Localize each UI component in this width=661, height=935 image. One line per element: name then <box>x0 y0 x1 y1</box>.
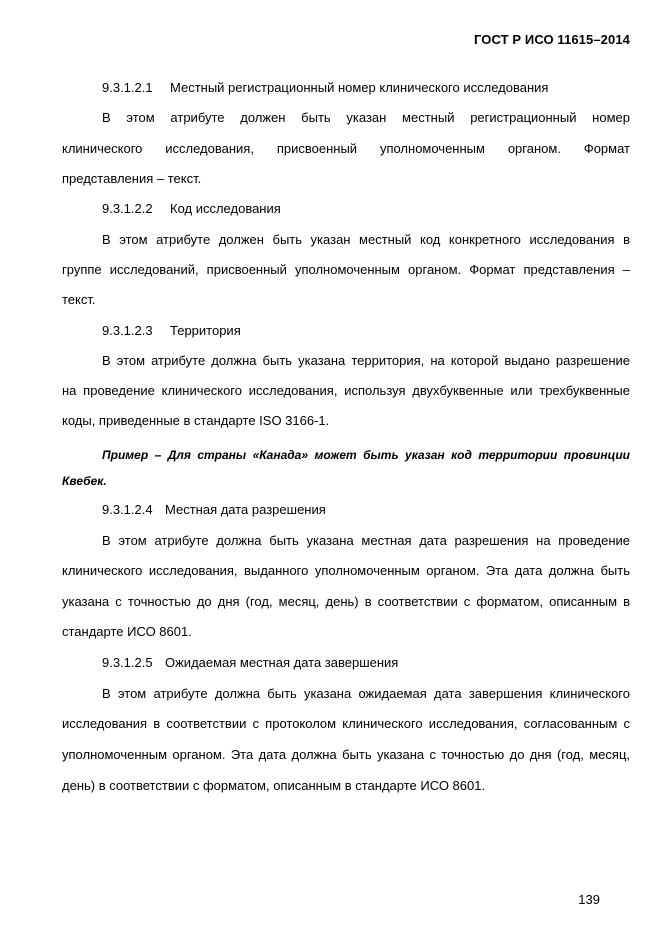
paragraph-line: представления – текст. <box>62 171 202 186</box>
section-title: Код исследования <box>170 201 281 216</box>
section-heading <box>102 323 630 339</box>
paragraph-line: текст. <box>62 292 96 307</box>
paragraph-line: группе исследований, присвоенный уполномоченным органом. Формат представления – <box>62 262 630 277</box>
document-header: ГОСТ Р ИСО 11615–2014 <box>473 32 630 47</box>
section-number: 9.3.1.2.1 <box>102 80 153 95</box>
section-title: Территория <box>170 323 241 338</box>
paragraph-line: В этом атрибуте должна быть указана территория, на которой выдано разрешение <box>102 353 630 368</box>
paragraph-line: В этом атрибуте должен быть указан местный код конкретного исследования в <box>102 232 630 247</box>
section-heading <box>102 201 630 217</box>
section-heading <box>102 80 630 96</box>
paragraph-line: исследования в соответствии с протоколом клинического исследования, согласованным с <box>62 716 630 731</box>
section-number: 9.3.1.2.2 <box>102 201 153 216</box>
page-number: 139 <box>578 892 600 907</box>
section-title: Ожидаемая местная дата завершения <box>165 655 399 670</box>
example-line: Пример – Для страны «Канада» может быть указан код территории провинции <box>102 448 630 462</box>
section-title: Местный регистрационный номер клинического исследования <box>170 80 549 95</box>
paragraph-line: день) в соответствии с форматом, описанным в стандарте ИСО 8601. <box>62 778 486 793</box>
section-number: 9.3.1.2.3 <box>102 323 153 338</box>
paragraph-line: В этом атрибуте должен быть указан местный регистрационный номер <box>102 110 630 125</box>
paragraph-line: стандарте ИСО 8601. <box>62 624 192 639</box>
section-title: Местная дата разрешения <box>165 502 326 517</box>
section-number: 9.3.1.2.5 <box>102 655 153 670</box>
paragraph-line: на проведение клинического исследования, используя двухбуквенные или трехбуквенные <box>62 383 630 398</box>
paragraph-line: клинического исследования, выданного уполномоченным органом. Эта дата должна быть <box>62 563 630 578</box>
paragraph-line: уполномоченным органом. Эта дата должна быть указана с точностью до дня (год, месяц, <box>62 747 630 762</box>
paragraph-line: клинического исследования, присвоенный уполномоченным органом. Формат <box>62 141 630 156</box>
example-line: Квебек. <box>62 474 107 488</box>
section-number: 9.3.1.2.4 <box>102 502 153 517</box>
section-heading <box>102 655 630 671</box>
paragraph-line: В этом атрибуте должна быть указана местная дата разрешения на проведение <box>102 533 630 548</box>
paragraph-line: В этом атрибуте должна быть указана ожидаемая дата завершения клинического <box>102 686 630 701</box>
section-heading <box>102 502 630 518</box>
paragraph-line: указана с точностью до дня (год, месяц, день) в соответствии с форматом, описанным в <box>62 594 630 609</box>
paragraph-line: коды, приведенные в стандарте ISO 3166-1. <box>62 413 330 428</box>
